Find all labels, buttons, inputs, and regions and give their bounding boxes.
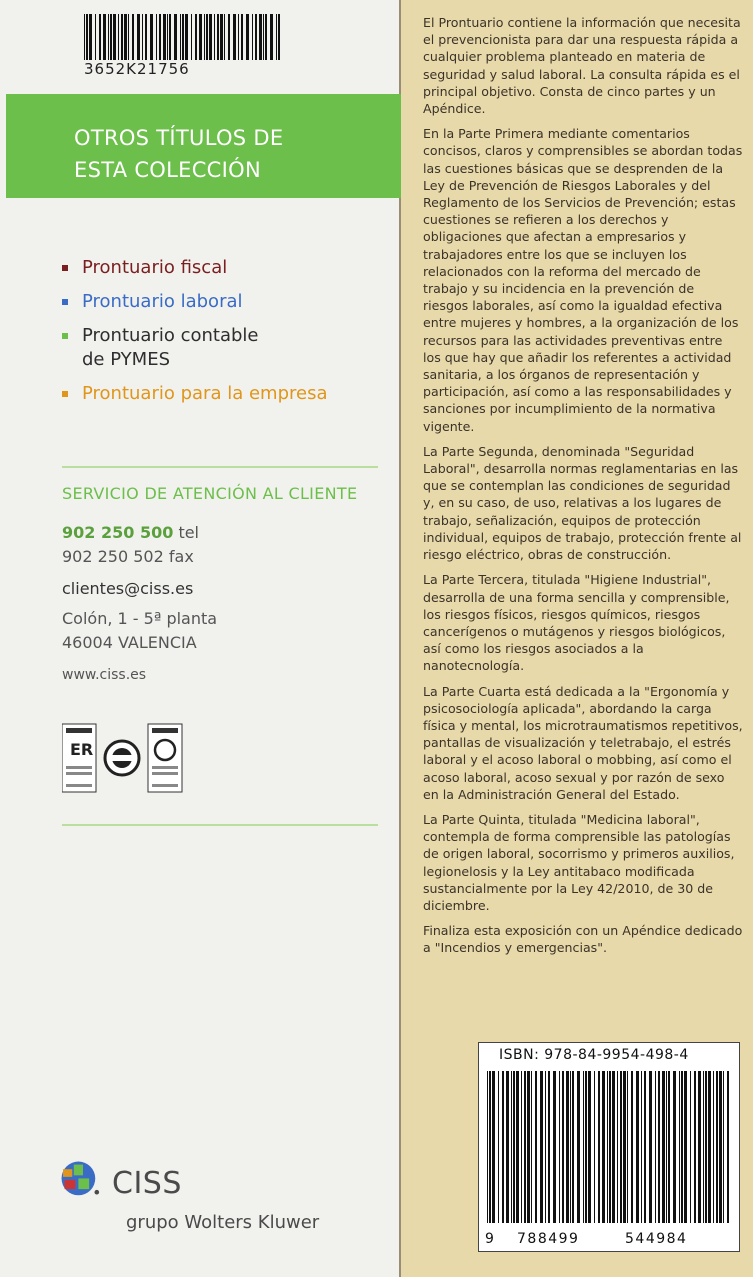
barcode-bar	[662, 1071, 665, 1223]
barcode-bar	[681, 1071, 683, 1223]
barcode-bar	[705, 1071, 707, 1223]
barcode-bar	[511, 1071, 512, 1223]
barcode-bar	[617, 1071, 618, 1223]
barcode-bar	[110, 14, 112, 60]
barcode-bar	[137, 14, 140, 60]
barcode-bar	[553, 1071, 556, 1223]
barcode-bar	[727, 1071, 729, 1223]
ean-group2: 544984	[625, 1231, 688, 1247]
address-line1: Colón, 1 - 5ª planta	[62, 609, 218, 628]
barcode-bar	[716, 1071, 718, 1223]
barcode-bar	[658, 1071, 660, 1223]
ciss-logo-mark	[60, 1160, 106, 1206]
barcode-bar	[118, 14, 119, 60]
barcode-bar	[566, 1071, 569, 1223]
barcode-bar	[594, 1071, 595, 1223]
barcode-bar	[163, 14, 166, 60]
barcode-bar	[506, 1071, 509, 1223]
barcode-bar	[723, 1071, 724, 1223]
barcode-bar	[174, 14, 177, 60]
barcode-bar	[209, 14, 212, 60]
phone-tel-suffix: tel	[178, 523, 199, 542]
barcode-bar	[524, 1071, 526, 1223]
barcode-bar	[182, 14, 184, 60]
barcode-bar	[559, 1071, 560, 1223]
barcode-bar	[577, 1071, 580, 1223]
barcode-bar	[588, 1071, 591, 1223]
barcode-bar	[206, 14, 208, 60]
barcode-bar	[583, 1071, 584, 1223]
title-item-empresa	[62, 382, 327, 406]
barcode-bar	[641, 1071, 642, 1223]
barcode-bar	[694, 1071, 696, 1223]
barcode-bar	[265, 14, 267, 60]
barcode-bar	[199, 14, 202, 60]
barcode-bar	[609, 1071, 611, 1223]
barcode-bar	[132, 14, 134, 60]
description-paragraph: El Prontuario contiene la información que necesita el prevencionista para dar una respuesta rápida a cualquier problema planteado en materia de seguridad y salud laboral. La consulta rápida es el principal objetivo. Consta de cinco partes y un Apéndice.	[423, 15, 741, 117]
barcode-bar	[623, 1071, 626, 1223]
barcode-bar	[270, 14, 273, 60]
barcode-bar	[108, 14, 109, 60]
barcode-bar	[156, 14, 157, 60]
description-paragraph: La Parte Cuarta está dedicada a la "Ergonomía y psicosociología aplicada", abordando la carga física y mental, los microtraumatismos repetitivos, pantallas de visualización y teletrabajo, el estrés laboral y el acoso laboral o mobbing, así como el acoso laboral, acoso sexual y por razón de sexo en la Administración General del Estado.	[423, 683, 743, 802]
barcode-bar	[708, 1071, 711, 1223]
isbn-barcode	[478, 1042, 740, 1252]
description-paragraph: Finaliza esta exposición con un Apéndice dedicado a "Incendios y emergencias".	[423, 923, 743, 956]
ean-barcode-bars	[487, 1071, 731, 1223]
phone-tel: 902 250 500	[62, 523, 174, 542]
aenor-ga-logo	[148, 724, 182, 792]
barcode-bar	[191, 14, 192, 60]
barcode-bar	[276, 14, 277, 60]
iqnet-logo	[105, 741, 139, 775]
ean-first-digit: 9	[485, 1231, 496, 1247]
barcode-bar	[204, 14, 205, 60]
barcode-bar	[124, 14, 127, 60]
barcode-bar	[598, 1071, 600, 1223]
barcode-bar	[185, 14, 188, 60]
title-item-laboral	[62, 290, 327, 314]
barcode-bar	[535, 1071, 537, 1223]
divider-top	[62, 466, 378, 468]
barcode-bar	[150, 14, 153, 60]
barcode-bar	[128, 14, 129, 60]
barcode-bar	[238, 14, 239, 60]
barcode-bar	[217, 14, 219, 60]
barcode-bar	[113, 14, 116, 60]
barcode-bar	[502, 1071, 504, 1223]
ean-group1: 788499	[517, 1231, 580, 1247]
barcode-bar	[246, 14, 249, 60]
description-paragraph: La Parte Tercera, titulada "Higiene Industrial", desarrolla de una forma sencilla y comprensible, los riesgos físicos, riesgos químicos, riesgos cancerígenos o mutágenos y riesgos biológicos, así como los riesgos asociados a la nanotecnología.	[423, 572, 730, 674]
barcode-bar	[263, 14, 264, 60]
barcode-bar	[644, 1071, 646, 1223]
website-link[interactable]: www.ciss.es	[62, 667, 147, 683]
barcode-bar	[169, 14, 171, 60]
barcode-bar	[719, 1071, 722, 1223]
barcode-bar	[86, 14, 88, 60]
barcode-bar	[521, 1071, 522, 1223]
barcode-bar	[673, 1071, 676, 1223]
barcode-bar	[631, 1071, 633, 1223]
phone-tel-line	[62, 521, 392, 545]
bullet-marker	[62, 299, 68, 305]
barcode-bar	[489, 1071, 491, 1223]
barcode-bar	[636, 1071, 639, 1223]
barcode-bar	[527, 1071, 530, 1223]
barcode-bar	[570, 1071, 571, 1223]
barcode-bar	[620, 1071, 622, 1223]
service-heading: SERVICIO DE ATENCIÓN AL CLIENTE	[62, 484, 358, 503]
barcode-bar	[649, 1071, 652, 1223]
barcode-bar	[679, 1071, 680, 1223]
collection-heading	[74, 122, 283, 186]
barcode-bar	[95, 14, 96, 60]
barcode-bar	[668, 1071, 670, 1223]
barcode-bar	[655, 1071, 656, 1223]
svg-text:ER: ER	[70, 740, 94, 759]
description-paragraph: La Parte Segunda, denominada "Seguridad Laboral", desarrolla normas reglamentarias en las que se contemplan las condiciones de seguridad y, en su caso, de uso, relativas a los lugares de trabajo, señalización, equipos de protección individual, equipos de trabajo, protección frente al riesgo eléctrico, obras de construcción.	[423, 443, 742, 563]
barcode-bar	[84, 14, 85, 60]
top-barcode	[84, 14, 280, 60]
divider-bottom	[62, 824, 378, 826]
barcode-bar	[703, 1071, 704, 1223]
title-label: Prontuario fiscal	[82, 257, 228, 278]
aenor-er-logo	[62, 724, 96, 792]
barcode-bar	[585, 1071, 587, 1223]
barcode-bar	[513, 1071, 515, 1223]
barcode-bar	[99, 14, 101, 60]
bullet-marker	[62, 333, 68, 339]
collection-heading-line1: OTROS TÍTULOS DE	[74, 126, 284, 150]
barcode-bar	[233, 14, 236, 60]
isbn-label: ISBN: 978-84-9954-498-4	[499, 1047, 689, 1063]
barcode-bar	[103, 14, 106, 60]
barcode-bar	[145, 14, 147, 60]
barcode-bar	[607, 1071, 608, 1223]
barcode-bar	[612, 1071, 615, 1223]
customer-service-block	[62, 484, 392, 687]
barcode-bar	[89, 14, 92, 60]
bullet-marker	[62, 265, 68, 271]
barcode-bar	[259, 14, 262, 60]
barcode-bar	[492, 1071, 495, 1223]
barcode-bar	[180, 14, 181, 60]
barcode-bar	[214, 14, 215, 60]
collection-band	[6, 94, 401, 198]
barcode-bar	[142, 14, 143, 60]
barcode-bar	[220, 14, 223, 60]
barcode-bar	[698, 1071, 701, 1223]
barcode-bar	[121, 14, 123, 60]
address-line2: 46004 VALENCIA	[62, 633, 197, 652]
barcode-bar	[195, 14, 197, 60]
title-label-line1: Prontuario contable	[82, 325, 259, 346]
top-barcode-number: 3652K21756	[84, 60, 190, 78]
barcode-bar	[548, 1071, 550, 1223]
barcode-bar	[487, 1071, 488, 1223]
collection-heading-line2: ESTA COLECCIÓN	[74, 158, 261, 182]
phone-fax: 902 250 502 fax	[62, 547, 194, 566]
publisher-name: CISS	[112, 1166, 182, 1201]
barcode-bar	[278, 14, 280, 60]
certification-logos	[62, 722, 212, 796]
barcode-bar	[167, 14, 168, 60]
email-text: clientes@ciss.es	[62, 579, 194, 598]
title-label-line2: de PYMES	[82, 349, 171, 370]
barcode-bar	[241, 14, 243, 60]
barcode-bar	[545, 1071, 546, 1223]
barcode-bar	[602, 1071, 605, 1223]
title-item-fiscal	[62, 256, 327, 280]
barcode-bar	[690, 1071, 691, 1223]
barcode-bar	[516, 1071, 519, 1223]
barcode-bar	[666, 1071, 667, 1223]
barcode-bar	[159, 14, 161, 60]
barcode-bar	[252, 14, 253, 60]
barcode-bar	[498, 1071, 499, 1223]
barcode-bar	[713, 1071, 714, 1223]
description-paragraph: En la Parte Primera mediante comentarios concisos, claros y comprensibles se abordan todas las cuestiones básicas que se desprenden de la Ley de Prevención de Riesgos Laborales y del Reglamento de los Servicios de Prevención; estas cuestiones se refieren a los derechos y obligaciones que afectan a empresarios y trabajadores entre los que se incluyen los relacionados con la reforma del mercado de trabajo y su incidencia en la prevención de riesgos laborales, así como la igualdad efectiva entre mujeres y hombres, a la organización de los recursos para las actividades preventivas entre los que hay que añadir los referentes a actividad sanitaria, a los órganos de representación y participación, así como a las responsabilidades y sanciones por incumplimiento de la normativa vigente.	[423, 126, 743, 434]
title-label: Prontuario laboral	[82, 291, 243, 312]
titles-list	[62, 256, 327, 416]
email-link[interactable]	[62, 577, 392, 601]
title-item-contable	[62, 324, 327, 372]
barcode-bar	[572, 1071, 574, 1223]
barcode-bar	[228, 14, 230, 60]
barcode-bar	[224, 14, 225, 60]
bullet-marker	[62, 391, 68, 397]
barcode-bar	[562, 1071, 564, 1223]
barcode-bar	[627, 1071, 628, 1223]
description-paragraph: La Parte Quinta, titulada "Medicina laboral", contempla de forma comprensible las patologías de origen laboral, socorrismo y primeros auxilios, legionelosis y la Ley antitabaco modificada sustancialmente por la Ley 42/2010, de 30 de diciembre.	[423, 811, 735, 913]
barcode-bar	[255, 14, 257, 60]
barcode-bar	[531, 1071, 532, 1223]
title-label: Prontuario para la empresa	[82, 383, 328, 404]
publisher-subtitle: grupo Wolters Kluwer	[126, 1212, 320, 1233]
barcode-bar	[540, 1071, 543, 1223]
barcode-bar	[684, 1071, 687, 1223]
